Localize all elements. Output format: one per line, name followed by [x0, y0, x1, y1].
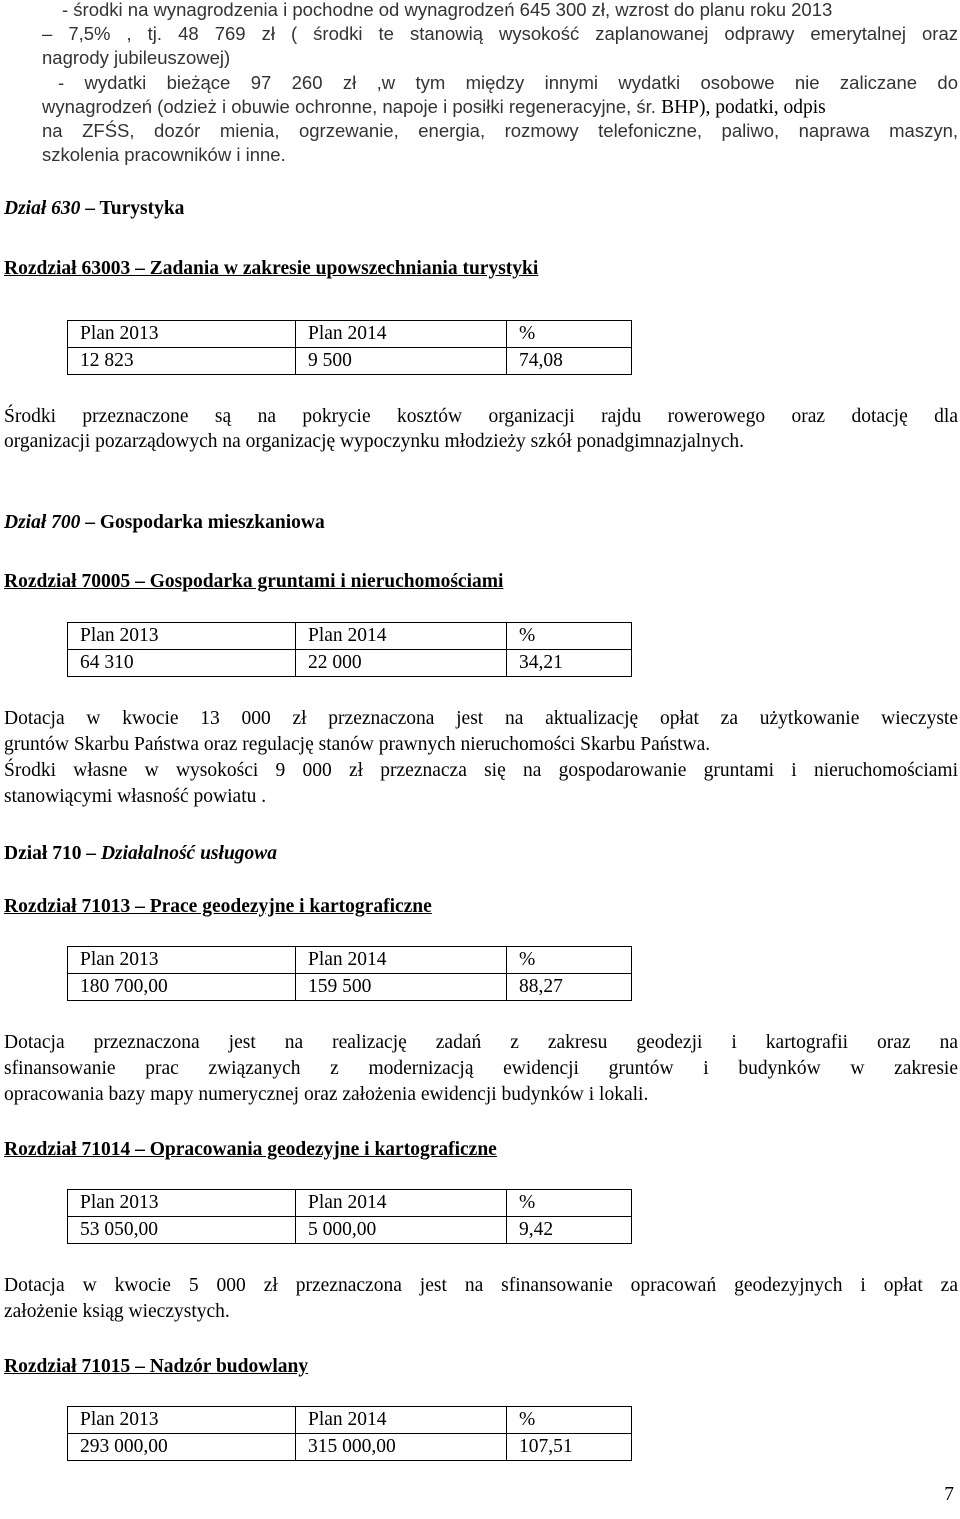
text-line: – 7,5% , tj. 48 769 zł ( środki te stanowią wysokość zaplanowanej odprawy emerytalnej oraz: [42, 23, 958, 44]
table-header-cell: Plan 2013: [68, 321, 296, 348]
table-header-cell: Plan 2014: [296, 947, 507, 974]
chapter-heading-71015: Rozdział 71015 – Nadzór budowlany: [4, 1356, 309, 1377]
table-header-cell: Plan 2013: [68, 1190, 296, 1217]
table-row: [68, 348, 632, 375]
table-cell: 74,08: [507, 348, 632, 375]
table-row: [68, 1217, 632, 1244]
text-line: stanowiącymi własność powiatu .: [4, 786, 267, 807]
table-cell: 12 823: [68, 348, 296, 375]
table-header-cell: Plan 2014: [296, 1407, 507, 1434]
table-header-cell: Plan 2014: [296, 623, 507, 650]
table-cell: 315 000,00: [296, 1434, 507, 1461]
chapter-heading-71013: Rozdział 71013 – Prace geodezyjne i kartograficzne: [4, 896, 432, 917]
table-cell: 9 500: [296, 348, 507, 375]
table-row: [68, 1434, 632, 1461]
table-header-cell: %: [507, 1190, 632, 1217]
text-line: organizacji pozarządowych na organizację wypoczynku młodzieży szkół ponadgimnazjalnych.: [4, 431, 744, 452]
page-number: 7: [944, 1484, 954, 1505]
chapter-heading-63003: Rozdział 63003 – Zadania w zakresie upowszechniania turystyki: [4, 258, 539, 279]
table-header-cell: Plan 2013: [68, 1407, 296, 1434]
table-cell: 88,27: [507, 974, 632, 1001]
text-line: opracowania bazy mapy numerycznej oraz założenia ewidencji budynków i lokali.: [4, 1084, 649, 1105]
text-line: Środki przeznaczone są na pokrycie kosztów organizacji rajdu rowerowego oraz dotację dla: [4, 406, 958, 427]
chapter-heading-70005: Rozdział 70005 – Gospodarka gruntami i nieruchomościami: [4, 571, 504, 592]
text-line: - środki na wynagrodzenia i pochodne od wynagrodzeń 645 300 zł, wzrost do planu roku 2013: [62, 0, 833, 20]
section-heading-dzial-630: Dział 630 – Turystyka: [4, 198, 185, 219]
table-header-cell: %: [507, 321, 632, 348]
table-cell: 34,21: [507, 650, 632, 677]
table-cell: 159 500: [296, 974, 507, 1001]
section-heading-dzial-700: Dział 700 – Gospodarka mieszkaniowa: [4, 512, 325, 533]
table-cell: 107,51: [507, 1434, 632, 1461]
table-row: [68, 623, 632, 650]
table-cell: 5 000,00: [296, 1217, 507, 1244]
table-header-cell: Plan 2014: [296, 1190, 507, 1217]
text-line: Dotacja przeznaczona jest na realizację zadań z zakresu geodezji i kartografii oraz na: [4, 1032, 958, 1053]
table-header-cell: %: [507, 1407, 632, 1434]
plan-table-71015: [67, 1406, 632, 1461]
plan-table-71014: [67, 1189, 632, 1244]
table-row: [68, 1190, 632, 1217]
text-line: założenie ksiąg wieczystych.: [4, 1301, 230, 1322]
plan-table-71013: [67, 946, 632, 1001]
chapter-heading-71014: Rozdział 71014 – Opracowania geodezyjne i kartograficzne: [4, 1139, 497, 1160]
table-header-cell: Plan 2014: [296, 321, 507, 348]
table-header-cell: %: [507, 623, 632, 650]
plan-table-70005: [67, 622, 632, 677]
table-header-cell: Plan 2013: [68, 947, 296, 974]
table-cell: 9,42: [507, 1217, 632, 1244]
table-cell: 64 310: [68, 650, 296, 677]
text-line: Dotacja w kwocie 13 000 zł przeznaczona jest na aktualizację opłat za użytkowanie wieczyste: [4, 708, 958, 729]
table-cell: 180 700,00: [68, 974, 296, 1001]
section-heading-dzial-710: Dział 710 – Działalność usługowa: [4, 843, 278, 864]
text-line: sfinansowanie prac związanych z modernizacją ewidencji gruntów i budynków w zakresie: [4, 1058, 958, 1079]
table-cell: 22 000: [296, 650, 507, 677]
table-row: [68, 650, 632, 677]
text-line: Dotacja w kwocie 5 000 zł przeznaczona jest na sfinansowanie opracowań geodezyjnych i opłat za: [4, 1275, 958, 1296]
table-row: [68, 974, 632, 1001]
plan-table-63003: [67, 320, 632, 375]
table-cell: 293 000,00: [68, 1434, 296, 1461]
table-row: [68, 947, 632, 974]
text-line: szkolenia pracowników i inne.: [42, 144, 286, 165]
text-line: nagrody jubileuszowej): [42, 47, 231, 68]
text-line: gruntów Skarbu Państwa oraz regulację stanów prawnych nieruchomości Skarbu Państwa.: [4, 734, 711, 755]
table-header-cell: Plan 2013: [68, 623, 296, 650]
text-line: Środki własne w wysokości 9 000 zł przeznacza się na gospodarowanie gruntami i nieruchomościami: [4, 760, 958, 781]
text-line: wynagrodzeń (odzież i obuwie ochronne, napoje i posiłki regeneracyjne, śr. BHP), podatki, odpis: [42, 96, 826, 118]
text-line: na ZFŚS, dozór mienia, ogrzewanie, energia, rozmowy telefoniczne, paliwo, naprawa maszyn,: [42, 120, 958, 141]
table-cell: 53 050,00: [68, 1217, 296, 1244]
table-header-cell: %: [507, 947, 632, 974]
table-row: [68, 1407, 632, 1434]
table-row: [68, 321, 632, 348]
text-line: - wydatki bieżące 97 260 zł ,w tym między innymi wydatki osobowe nie zaliczane do: [58, 72, 958, 93]
